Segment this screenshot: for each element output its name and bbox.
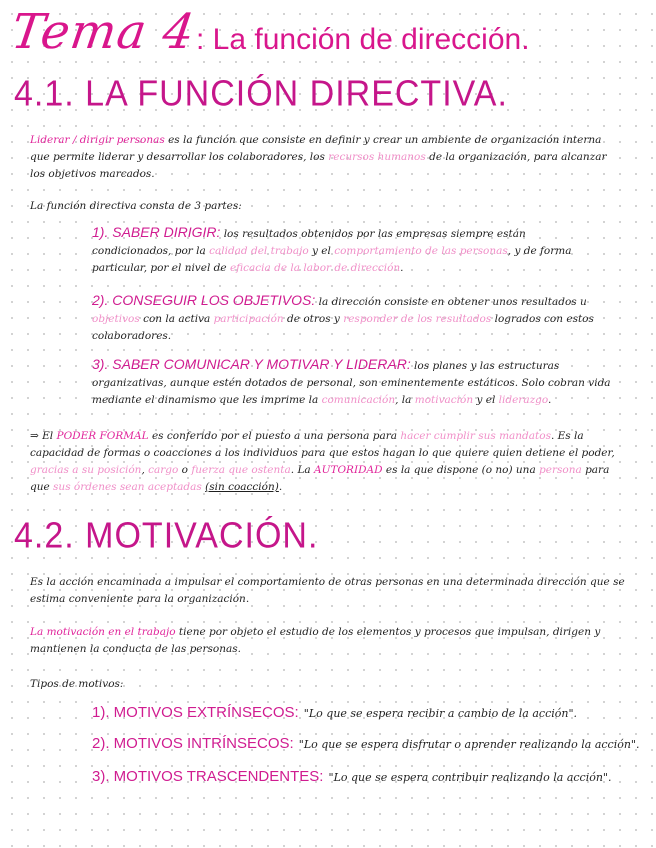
poder-highlight-1: PODER FORMAL (56, 430, 149, 442)
directiva-item-3 (92, 356, 632, 409)
motivacion-paragraph-2 (30, 624, 630, 658)
poder-text-1: es conferido por el puesto a una persona para (148, 430, 401, 442)
motivo-2-label: 2). MOTIVOS INTRÍNSECOS: (92, 735, 294, 752)
title-rest: : La función de dirección. (196, 23, 530, 56)
section-4-1-heading: 4.1. LA FUNCIÓN DIRECTIVA. (14, 74, 508, 114)
poder-highlight-8: sus órdenes sean aceptadas (53, 481, 202, 493)
item-1-label: 1). SABER DIRIGIR: (92, 224, 221, 240)
item-1-highlight-3: eficacia de la labor de dirección (229, 262, 401, 274)
poder-highlight-2: hacer cumplir sus mandatos (400, 430, 551, 442)
item-3-text-4: . (547, 394, 552, 406)
motivo-item-3 (92, 766, 611, 785)
intro-paragraph (30, 132, 610, 183)
section-4-2-heading: 4.2. MOTIVACIÓN. (14, 516, 319, 556)
item-2-text-2: con la activa (139, 313, 214, 325)
motivacion-paragraph-1: Es la acción encaminada a impulsar el comportamiento de otras personas en una determinada dirección que se estima conveniente para la organización. (30, 576, 625, 605)
intro-text-2: de la organización, para alcanzar los objetivos marcados. (30, 151, 607, 180)
item-2-highlight-3: responder de los resultados (343, 313, 492, 325)
item-3-text-3: y el (473, 394, 499, 406)
motivo-1-quote: "Lo que se espera recibir a cambio de la acción". (303, 707, 578, 720)
intro-highlight-2: recursos humanos (328, 151, 426, 163)
directiva-item-1 (92, 224, 608, 277)
poder-text-4: o (178, 464, 192, 476)
item-2-text-3: de otros y (283, 313, 344, 325)
motivo-3-quote: "Lo que se espera contribuir realizando la acción". (328, 771, 612, 784)
item-1-highlight-1: calidad del trabajo (209, 245, 309, 257)
motivo-item-2 (92, 733, 640, 752)
item-3-text-2: , la (395, 394, 415, 406)
item-2-highlight-1: objetivos (92, 313, 140, 325)
motivacion-highlight: La motivación en el trabajo (30, 626, 176, 638)
poder-highlight-4: cargo (148, 464, 179, 476)
motivo-item-1 (92, 702, 577, 721)
poder-highlight-7: persona (539, 464, 582, 476)
intro-highlight-1: Liderar / dirigir personas (30, 134, 165, 146)
intro-text-1: es la función que consiste en definir y crear un ambiente de organización interna que permite liderar y desarrollar los colaboradores, los (30, 134, 602, 163)
motivo-2-quote: "Lo que se espera disfrutar o aprender realizando la acción". (298, 738, 640, 751)
item-2-label: 2). CONSEGUIR LOS OBJETIVOS: (92, 292, 316, 308)
item-1-text-1: los resultados obtenidos por las empresas siempre están condicionados, por la (92, 228, 526, 257)
item-2-text-1: la dirección consiste en obtener unos resultados u (315, 296, 587, 308)
directiva-item-2 (92, 292, 632, 345)
item-1-text-3: , y de forma particular, por el nivel de (92, 245, 572, 274)
poder-text-7: para que (30, 464, 610, 493)
title-tema: Tema 4 (8, 4, 199, 60)
poder-highlight-5: fuerza que ostenta (191, 464, 291, 476)
item-3-text-1: los planes y las estructuras organizativas, aunque estén dotados de personal, son eminentemente estáticos. Solo cobran vida mediante el dinamismo que les imprime la (92, 360, 611, 406)
motivacion-text: tiene por objeto el estudio de los elementos y procesos que impulsan, dirigen y mantienen la conducta de las personas. (30, 626, 601, 655)
arrow-icon: ⇒ El (30, 430, 57, 442)
poder-text-6: es la que dispone (o no) una (382, 464, 540, 476)
item-1-highlight-2: comportamiento de las personas (334, 245, 508, 257)
item-3-label: 3). SABER COMUNICAR Y MOTIVAR Y LIDERAR: (92, 356, 411, 372)
item-3-highlight-2: motivación (414, 394, 474, 406)
item-1-text-4: . (400, 262, 404, 274)
item-3-highlight-1: comunicación (321, 394, 396, 406)
item-2-text-4: logrados con estos colaboradores. (92, 313, 594, 342)
poder-highlight-6: AUTORIDAD (314, 464, 383, 476)
poder-highlight-3: gracias a su posición (30, 464, 142, 476)
item-2-highlight-2: participación (213, 313, 284, 325)
poder-text-5: . La (290, 464, 315, 476)
motivo-1-label: 1). MOTIVOS EXTRÍNSECOS: (92, 704, 299, 721)
poder-text-3: , (141, 464, 149, 476)
poder-text-2: . Es la capacidad de formas o coacciones a los individuos para que estos hagan lo que quiere quien detiene el poder, (30, 430, 615, 459)
poder-text-9: . (278, 481, 283, 493)
tipos-label: Tipos de motivos: (30, 678, 124, 690)
item-3-highlight-3: liderazgo (498, 394, 548, 406)
poder-underlined: (sin coacción) (205, 481, 279, 493)
consta-text: La función directiva consta de 3 partes: (30, 200, 242, 212)
item-1-text-2: y el (308, 245, 335, 257)
motivo-3-label: 3). MOTIVOS TRASCENDENTES: (92, 768, 324, 785)
poder-paragraph (30, 428, 630, 496)
